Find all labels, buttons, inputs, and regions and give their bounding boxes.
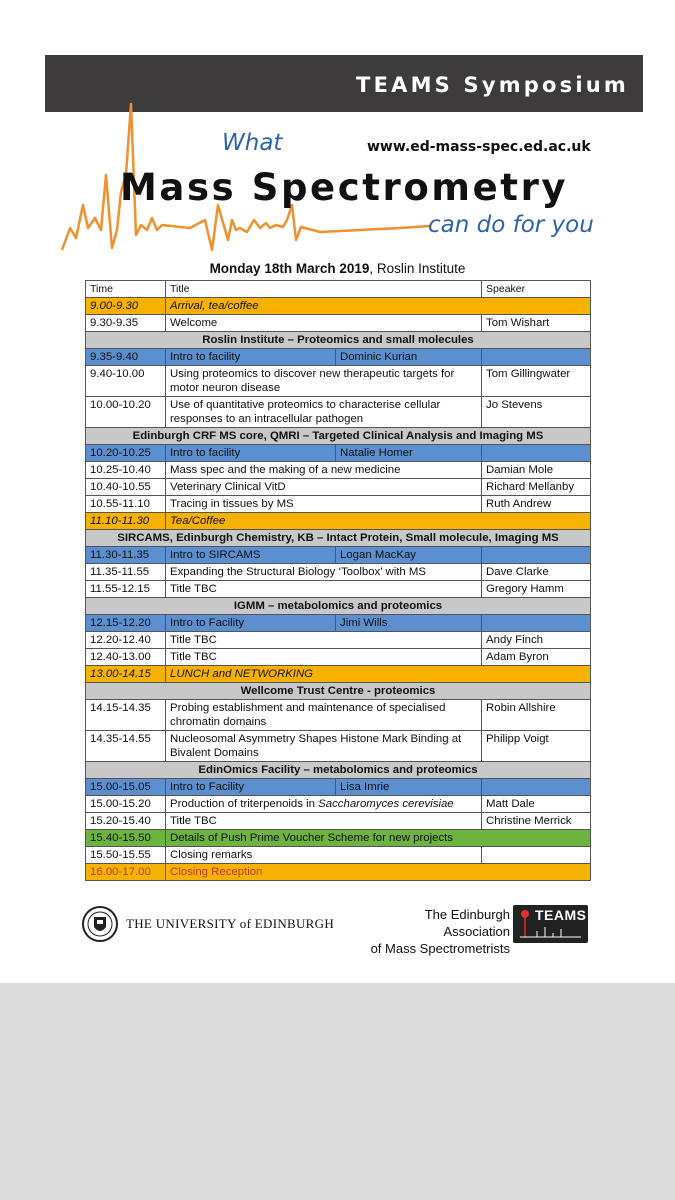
session-title: Title TBC — [166, 581, 482, 598]
session-time: 14.35-14.55 — [86, 731, 166, 762]
session-speaker: Tom Gillingwater — [482, 366, 591, 397]
section-header-row — [86, 598, 591, 615]
teams-association-logo — [360, 905, 590, 956]
session-title: Closing remarks — [166, 847, 482, 864]
session-speaker: Dave Clarke — [482, 564, 591, 581]
facility-intro-row — [86, 349, 591, 366]
session-title: Arrival, tea/coffee — [166, 298, 591, 315]
session-time: 15.40-15.50 — [86, 830, 166, 847]
university-logo — [82, 905, 334, 943]
session-time: 15.20-15.40 — [86, 813, 166, 830]
session-time: 16.00-17.00 — [86, 864, 166, 881]
session-speaker: Richard Mellanby — [482, 479, 591, 496]
header-time: Time — [86, 281, 166, 298]
session-time: 10.00-10.20 — [86, 397, 166, 428]
session-row — [86, 397, 591, 428]
session-time: 9.40-10.00 — [86, 366, 166, 397]
session-time: 11.55-12.15 — [86, 581, 166, 598]
session-title: Title TBC — [166, 649, 482, 666]
facility-intro-row — [86, 445, 591, 462]
session-row — [86, 315, 591, 332]
session-speaker: Ruth Andrew — [482, 496, 591, 513]
banner-title: TEAMS Symposium — [356, 73, 629, 97]
university-name: THE UNIVERSITY of EDINBURGH — [126, 916, 335, 931]
header-speaker: Speaker — [482, 281, 591, 298]
session-title: Use of quantitative proteomics to characterise cellular responses to an intracellular pathogen — [166, 397, 482, 428]
session-speaker: Tom Wishart — [482, 315, 591, 332]
event-date-line — [0, 261, 675, 276]
orange-session-row — [86, 666, 591, 683]
facility-intro-row — [86, 615, 591, 632]
orange-session-row — [86, 298, 591, 315]
session-time: 15.50-15.55 — [86, 847, 166, 864]
session-title: Title TBC — [166, 813, 482, 830]
session-title-text: Production of triterpenoids in — [170, 798, 319, 810]
session-row — [86, 581, 591, 598]
session-time: 11.30-11.35 — [86, 547, 166, 564]
session-time: 10.20-10.25 — [86, 445, 166, 462]
session-time: 14.15-14.35 — [86, 700, 166, 731]
session-speaker — [482, 349, 591, 366]
session-time: 11.10-11.30 — [86, 513, 166, 530]
session-time: 10.55-11.10 — [86, 496, 166, 513]
facility-host: Dominic Kurian — [336, 349, 482, 366]
session-row — [86, 366, 591, 397]
session-title: Mass spec and the making of a new medicine — [166, 462, 482, 479]
section-header-row — [86, 683, 591, 700]
closing-session-row — [86, 864, 591, 881]
schedule-header-row — [86, 281, 591, 298]
session-title: Expanding the Structural Biology ‘Toolbox’ with MS — [166, 564, 482, 581]
session-row — [86, 564, 591, 581]
session-title: Intro to facility — [166, 445, 336, 462]
orange-session-row — [86, 513, 591, 530]
session-title: Welcome — [166, 315, 482, 332]
university-crest-icon — [82, 905, 118, 943]
section-header-row — [86, 428, 591, 445]
session-time: 15.00-15.05 — [86, 779, 166, 796]
session-title: Intro to facility — [166, 349, 336, 366]
session-row — [86, 496, 591, 513]
facility-host: Logan MacKay — [336, 547, 482, 564]
teams-logo-word: TEAMS — [535, 907, 587, 923]
heading-main-title: Mass Spectrometry — [120, 166, 569, 209]
session-title-species: Saccharomyces cerevisiae — [318, 798, 454, 810]
session-time: 9.35-9.40 — [86, 349, 166, 366]
session-time: 11.35-11.55 — [86, 564, 166, 581]
session-title: Details of Push Prime Voucher Scheme for new projects — [166, 830, 591, 847]
session-row — [86, 700, 591, 731]
session-title: Intro to Facility — [166, 615, 336, 632]
session-time: 10.40-10.55 — [86, 479, 166, 496]
section-title: Roslin Institute – Proteomics and small molecules — [86, 332, 591, 349]
facility-host: Natalie Homer — [336, 445, 482, 462]
session-title: Tracing in tissues by MS — [166, 496, 482, 513]
session-row — [86, 649, 591, 666]
teams-logo-badge — [513, 905, 588, 943]
session-speaker: Andy Finch — [482, 632, 591, 649]
section-title: IGMM – metabolomics and proteomics — [86, 598, 591, 615]
session-time: 12.20-12.40 — [86, 632, 166, 649]
session-title: Using proteomics to discover new therapeutic targets for motor neuron disease — [166, 366, 482, 397]
section-title: Wellcome Trust Centre - proteomics — [86, 683, 591, 700]
association-name — [360, 906, 510, 957]
session-title: Closing Reception — [166, 864, 591, 881]
event-date: Monday 18th March 2019 — [209, 261, 370, 276]
session-time: 9.30-9.35 — [86, 315, 166, 332]
event-venue: , Roslin Institute — [369, 261, 466, 276]
section-title: Edinburgh CRF MS core, QMRI – Targeted Clinical Analysis and Imaging MS — [86, 428, 591, 445]
session-speaker: Gregory Hamm — [482, 581, 591, 598]
session-row — [86, 462, 591, 479]
schedule-table — [85, 280, 591, 881]
session-title: Veterinary Clinical VitD — [166, 479, 482, 496]
session-speaker: Christine Merrick — [482, 813, 591, 830]
association-line-2: of Mass Spectrometrists — [370, 941, 510, 956]
session-title: Probing establishment and maintenance of specialised chromatin domains — [166, 700, 482, 731]
facility-host: Lisa Imrie — [336, 779, 482, 796]
session-title: Intro to Facility — [166, 779, 336, 796]
session-row — [86, 731, 591, 762]
session-time: 10.25-10.40 — [86, 462, 166, 479]
website-url[interactable]: www.ed-mass-spec.ed.ac.uk — [367, 139, 591, 155]
session-speaker — [482, 615, 591, 632]
header-title: Title — [166, 281, 482, 298]
session-row — [86, 847, 591, 864]
section-title: EdinOmics Facility – metabolomics and proteomics — [86, 762, 591, 779]
session-speaker: Matt Dale — [482, 796, 591, 813]
section-header-row — [86, 762, 591, 779]
session-time: 12.15-12.20 — [86, 615, 166, 632]
session-title — [166, 796, 482, 813]
session-speaker — [482, 847, 591, 864]
association-line-1: The Edinburgh Association — [424, 907, 510, 939]
section-title: SIRCAMS, Edinburgh Chemistry, KB – Intact Protein, Small molecule, Imaging MS — [86, 530, 591, 547]
session-title: Intro to SIRCAMS — [166, 547, 336, 564]
session-time: 12.40-13.00 — [86, 649, 166, 666]
session-row — [86, 479, 591, 496]
session-speaker — [482, 445, 591, 462]
session-row — [86, 813, 591, 830]
section-header-row — [86, 332, 591, 349]
session-title: Title TBC — [166, 632, 482, 649]
section-header-row — [86, 530, 591, 547]
session-speaker — [482, 547, 591, 564]
session-title: Nucleosomal Asymmetry Shapes Histone Mark Binding at Bivalent Domains — [166, 731, 482, 762]
heading-what: What — [222, 130, 283, 156]
green-session-row — [86, 830, 591, 847]
facility-intro-row — [86, 547, 591, 564]
session-time: 15.00-15.20 — [86, 796, 166, 813]
session-row — [86, 632, 591, 649]
session-title: LUNCH and NETWORKING — [166, 666, 591, 683]
session-time: 13.00-14.15 — [86, 666, 166, 683]
heading-subtitle: can do for you — [428, 212, 594, 238]
session-time: 9.00-9.30 — [86, 298, 166, 315]
session-row — [86, 796, 591, 813]
session-speaker: Philipp Voigt — [482, 731, 591, 762]
facility-host: Jimi Wills — [336, 615, 482, 632]
session-speaker: Adam Byron — [482, 649, 591, 666]
session-speaker: Robin Allshire — [482, 700, 591, 731]
session-title: Tea/Coffee — [166, 513, 591, 530]
session-speaker — [482, 779, 591, 796]
facility-intro-row — [86, 779, 591, 796]
session-speaker: Jo Stevens — [482, 397, 591, 428]
session-speaker: Damian Mole — [482, 462, 591, 479]
